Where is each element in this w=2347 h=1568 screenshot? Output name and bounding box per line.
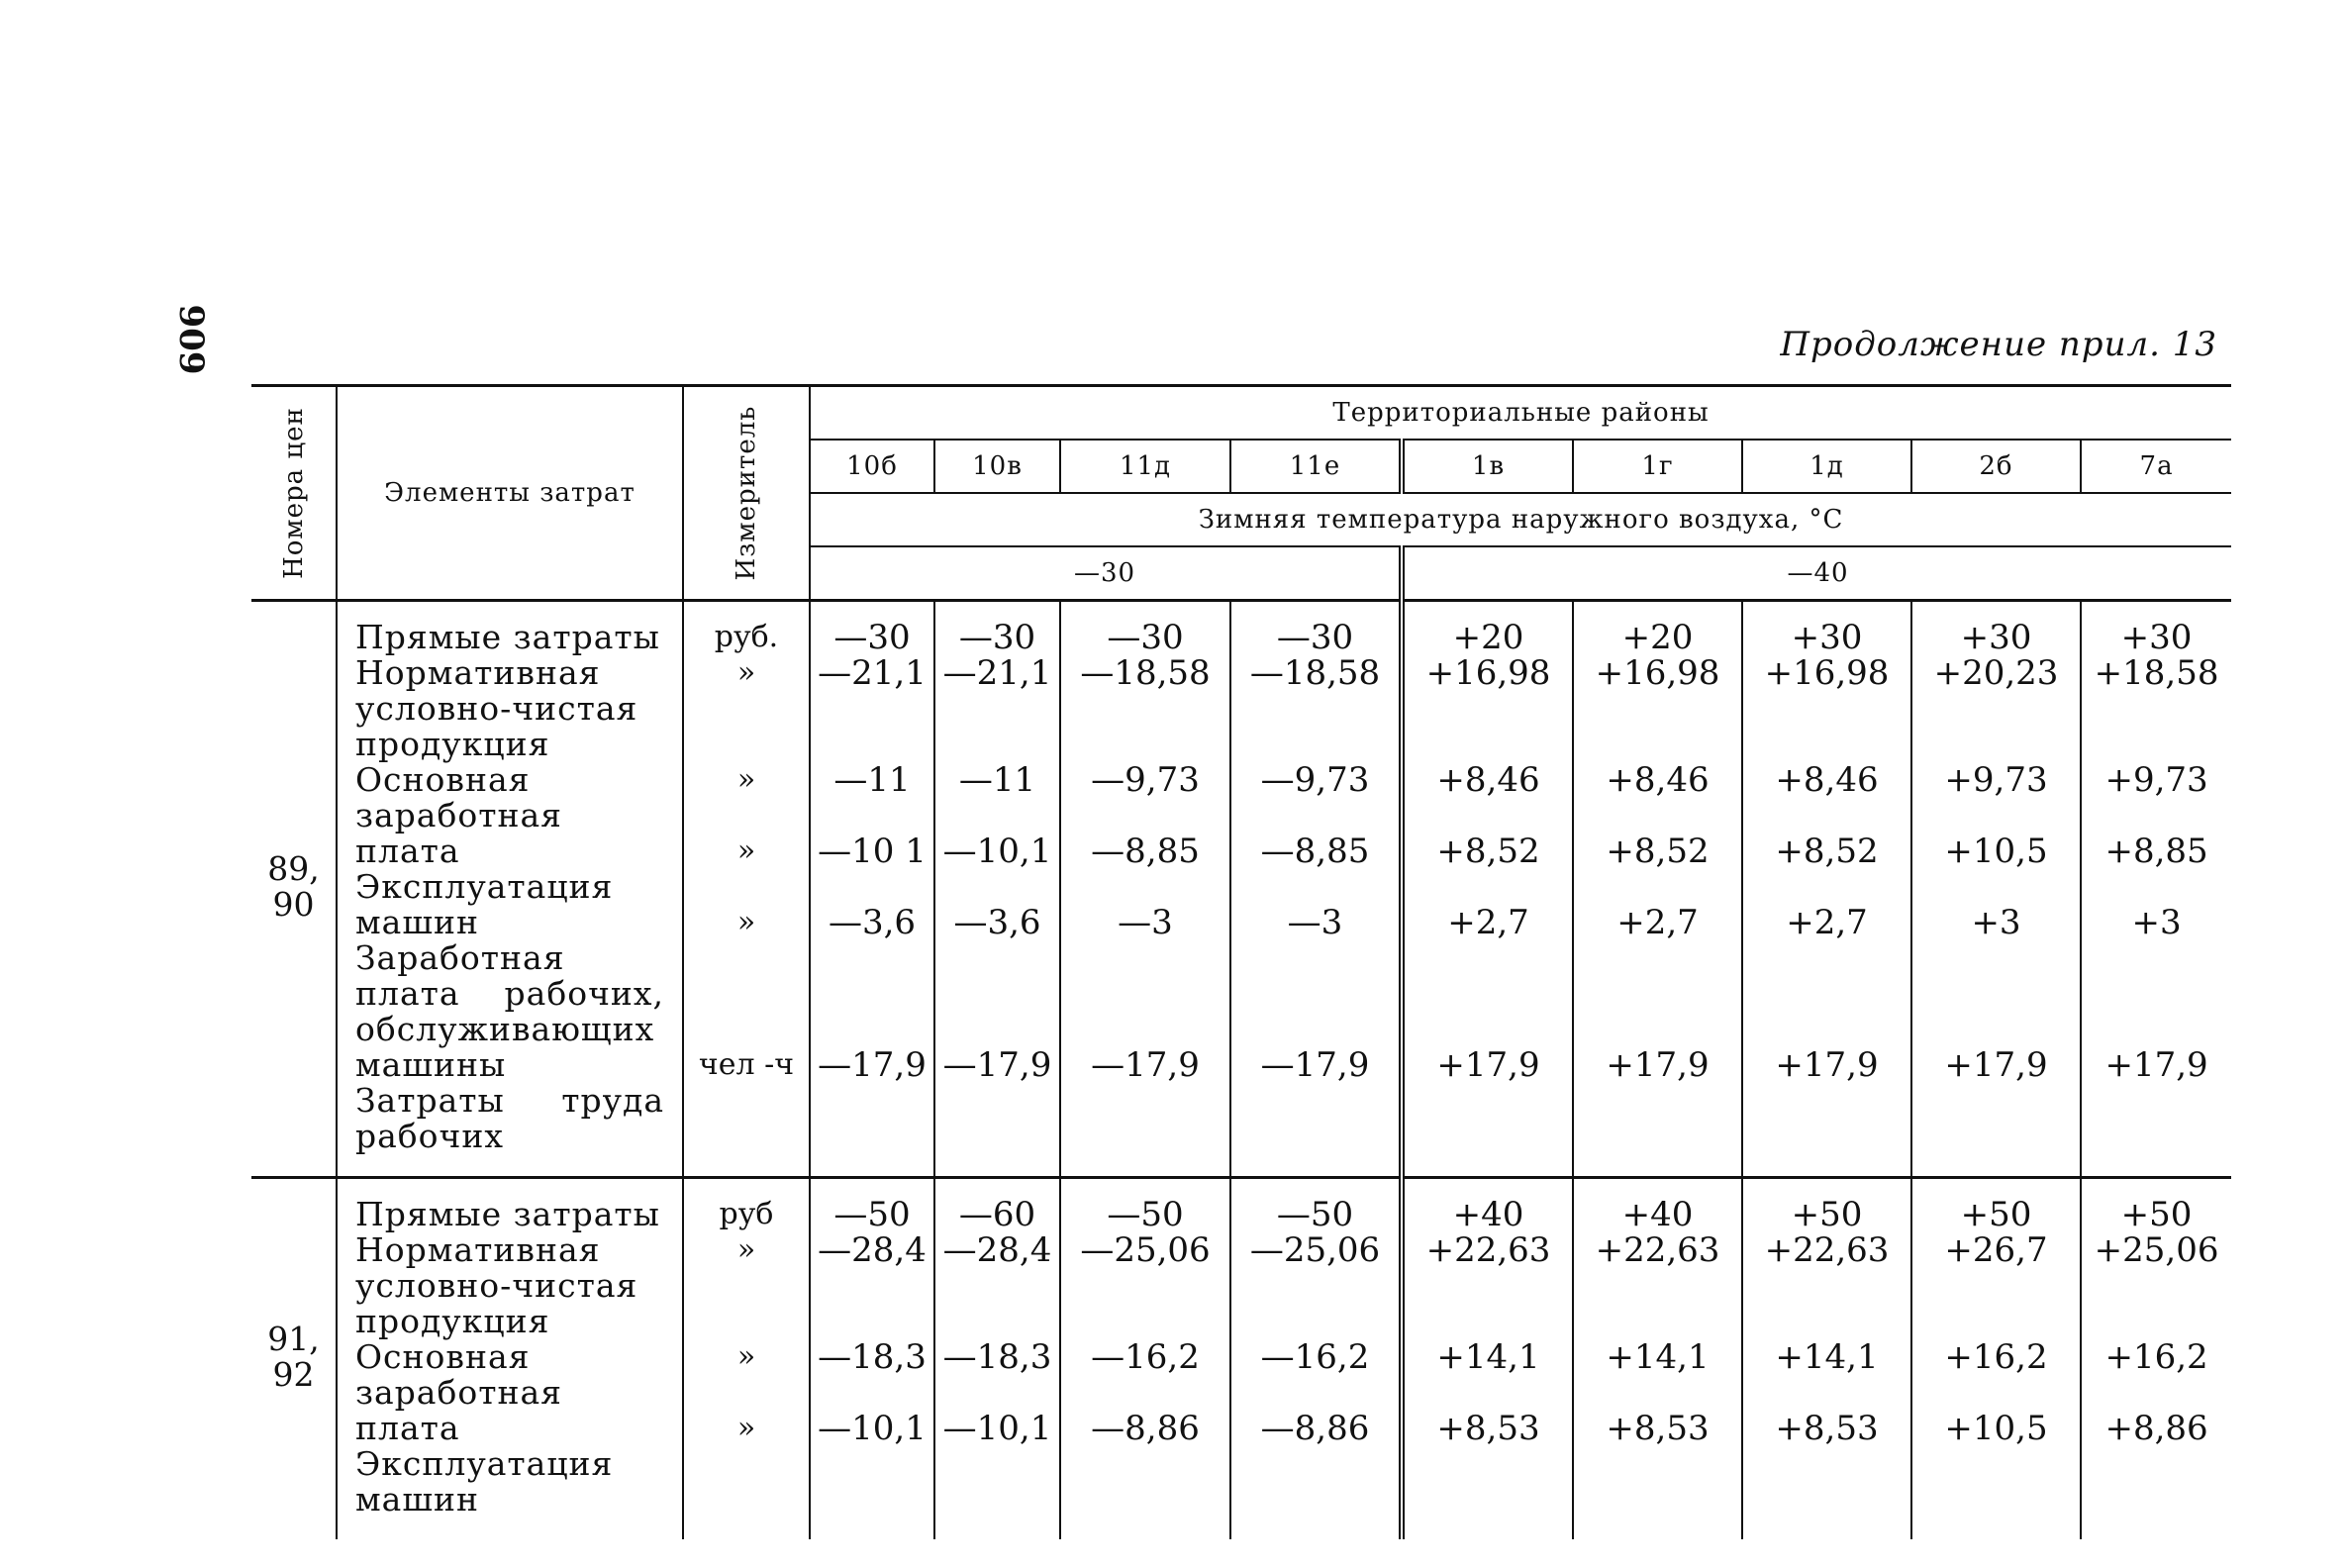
cell-value: +17,9 [1944,1045,2048,1085]
cell-value: +40 [1452,1195,1524,1234]
cell-value: +8,46 [1775,760,1879,800]
cell-value: +20 [1452,618,1524,657]
cell-value: —30 [833,618,911,657]
cost-element-label: Эксплуатация машин [355,867,614,941]
unit-value: чел -ч [698,1047,795,1082]
region-values-9 [2081,620,2231,1154]
cell-value: —18,3 [942,1337,1052,1377]
cell-value: +10,5 [1944,832,2048,871]
cell-value: —10,1 [942,832,1052,871]
header-winter-temperature: Зимняя температура наружного воздуха, °C [810,493,2231,546]
region-values-3 [1060,620,1230,1154]
cell-value: —25,06 [1080,1230,1211,1270]
cell-value: +2,7 [1616,903,1699,942]
header-cost-elements: Элементы затрат [337,386,683,601]
cell-value: +17,9 [1775,1045,1879,1085]
region-header-8: 2б [1911,440,2081,493]
cell-value: +14,1 [1436,1337,1540,1377]
cell-value: —17,9 [1260,1045,1370,1085]
cell-value: —18,58 [1080,653,1211,693]
cell-value: +8,52 [1436,832,1540,871]
table-body [251,601,2231,1540]
cell-value: +3 [2131,903,2182,942]
cell-value: —18,58 [1249,653,1381,693]
header-territorial-districts: Территориальные районы [810,386,2231,441]
region-header-9: 7а [2081,440,2231,493]
cell-value: —21,1 [942,653,1052,693]
cost-element-label: Затраты труда рабочих [355,1081,664,1155]
temperature-group-1: —30 [810,546,1402,601]
cell-value: —21,1 [818,653,927,693]
cell-value: +22,63 [1595,1230,1720,1270]
unit-value: » [736,905,756,939]
region-header-5: 1в [1402,440,1573,493]
price-numbers-cell: 91, 92 [267,1320,320,1394]
cell-value: +17,9 [2104,1045,2208,1085]
region-values-8 [1911,620,2081,1154]
cell-value: +30 [1791,618,1863,657]
cell-value: —17,9 [818,1045,927,1085]
cell-value: +2,7 [1447,903,1529,942]
cell-value: +8,86 [2104,1409,2208,1448]
unit-value: » [736,655,756,690]
cell-value: —3 [1118,903,1173,942]
cell-value: +17,9 [1436,1045,1540,1085]
cell-value: —8,86 [1091,1409,1200,1448]
cost-element-label: Основная заработная плата [355,760,562,870]
cell-value: +8,85 [2104,832,2208,871]
cell-value: —8,85 [1260,832,1370,871]
region-values-3 [1060,1197,1230,1518]
unit-value: » [736,1232,756,1267]
cell-value: —25,06 [1249,1230,1381,1270]
cell-value: +17,9 [1606,1045,1710,1085]
region-values-8 [1911,1197,2081,1518]
region-values-4 [1230,1197,1402,1518]
region-values-5 [1402,1197,1573,1518]
unit-value: » [736,762,756,797]
region-header-6: 1г [1573,440,1742,493]
cost-element-label: Прямые затраты [355,618,660,656]
header-price-numbers: Номера цен [278,407,309,579]
price-numbers-cell: 89, 90 [267,849,320,924]
cell-value: +16,2 [2104,1337,2208,1377]
cell-value: —60 [958,1195,1036,1234]
cell-value: +40 [1621,1195,1694,1234]
region-values-7 [1742,1197,1911,1518]
cell-value: +20 [1621,618,1694,657]
cell-value: —10 1 [818,832,927,871]
cell-value: +30 [2120,618,2193,657]
cell-value: +18,58 [2094,653,2219,693]
cost-element-label: Заработная плата рабочих, обслуживающих машины [355,938,664,1084]
cell-value: +8,52 [1775,832,1879,871]
cell-value: +9,73 [1944,760,2048,800]
region-values-6 [1573,1197,1742,1518]
cell-value: —30 [1276,618,1354,657]
cell-value: +8,46 [1436,760,1540,800]
cost-element-label: Нормативная условно-чистая продукция [355,653,638,763]
unit-value: » [736,1339,756,1374]
cell-value: +22,63 [1764,1230,1890,1270]
region-values-4 [1230,620,1402,1154]
region-header-7: 1д [1742,440,1911,493]
cell-value: —3,6 [828,903,917,942]
cell-value: —9,73 [1091,760,1200,800]
cell-value: +8,46 [1606,760,1710,800]
cell-value: —8,86 [1260,1409,1370,1448]
section-row [251,1197,2231,1518]
page-number: 909 [171,304,211,375]
region-values-2 [934,1197,1060,1518]
region-values-5 [1402,620,1573,1154]
cell-value: —16,2 [1091,1337,1200,1377]
cell-value: —10,1 [818,1409,927,1448]
continuation-caption: Продолжение прил. 13 [1780,325,2217,364]
cell-value: —3,6 [953,903,1041,942]
cell-value: +16,98 [1425,653,1551,693]
cost-element-label: Основная заработная плата [355,1337,562,1447]
cell-value: +14,1 [1775,1337,1879,1377]
unit-value: руб [719,1197,774,1231]
cell-value: —18,3 [818,1337,927,1377]
region-values-1 [810,1197,934,1518]
region-header-1: 10б [810,440,934,493]
cell-value: +50 [1960,1195,2032,1234]
cell-value: —11 [958,760,1036,800]
region-values-6 [1573,620,1742,1154]
cell-value: +16,98 [1595,653,1720,693]
cost-elements-cell [337,1197,683,1518]
cell-value: —17,9 [942,1045,1052,1085]
header-unit: Измеритель [683,386,810,601]
cell-value: —28,4 [818,1230,927,1270]
unit-value: » [736,833,756,868]
cell-value: —17,9 [1091,1045,1200,1085]
cost-elements-cell [337,620,683,1154]
cell-value: +16,2 [1944,1337,2048,1377]
region-header-3: 11д [1060,440,1230,493]
unit-cell [683,1197,810,1518]
cell-value: +8,53 [1775,1409,1879,1448]
cell-value: —50 [1276,1195,1354,1234]
cell-value: —8,85 [1091,832,1200,871]
region-values-1 [810,620,934,1154]
cell-value: +2,7 [1786,903,1868,942]
cell-value: —50 [833,1195,911,1234]
region-header-2: 10в [934,440,1060,493]
cell-value: +14,1 [1606,1337,1710,1377]
region-values-2 [934,620,1060,1154]
cell-value: +3 [1971,903,2021,942]
cell-value: —9,73 [1260,760,1370,800]
table-header [251,386,2231,601]
cell-value: +8,53 [1436,1409,1540,1448]
cell-value: +8,53 [1606,1409,1710,1448]
cell-value: +8,52 [1606,832,1710,871]
unit-value: » [736,1411,756,1445]
cell-value: +16,98 [1764,653,1890,693]
cell-value: —10,1 [942,1409,1052,1448]
cell-value: +50 [2120,1195,2193,1234]
unit-cell [683,620,810,1154]
unit-value: руб. [714,620,779,654]
cost-table [251,384,2231,1539]
cost-element-label: Прямые затраты [355,1195,660,1233]
cell-value: —30 [958,618,1036,657]
cell-value: +22,63 [1425,1230,1551,1270]
cell-value: —3 [1287,903,1343,942]
cell-value: —50 [1107,1195,1184,1234]
cell-value: —28,4 [942,1230,1052,1270]
region-values-9 [2081,1197,2231,1518]
cell-value: +25,06 [2094,1230,2219,1270]
temperature-group-2: —40 [1402,546,2231,601]
cell-value: —30 [1107,618,1184,657]
section-row [251,620,2231,1154]
cell-value: +26,7 [1944,1230,2048,1270]
cell-value: +20,23 [1933,653,2059,693]
cost-element-label: Эксплуатация машин [355,1444,614,1519]
cost-element-label: Нормативная условно-чистая продукция [355,1230,638,1340]
cell-value: —16,2 [1260,1337,1370,1377]
cell-value: +9,73 [2104,760,2208,800]
cell-value: +50 [1791,1195,1863,1234]
cell-value: +10,5 [1944,1409,2048,1448]
region-values-7 [1742,620,1911,1154]
cell-value: —11 [833,760,911,800]
region-header-4: 11е [1230,440,1402,493]
cell-value: +30 [1960,618,2032,657]
